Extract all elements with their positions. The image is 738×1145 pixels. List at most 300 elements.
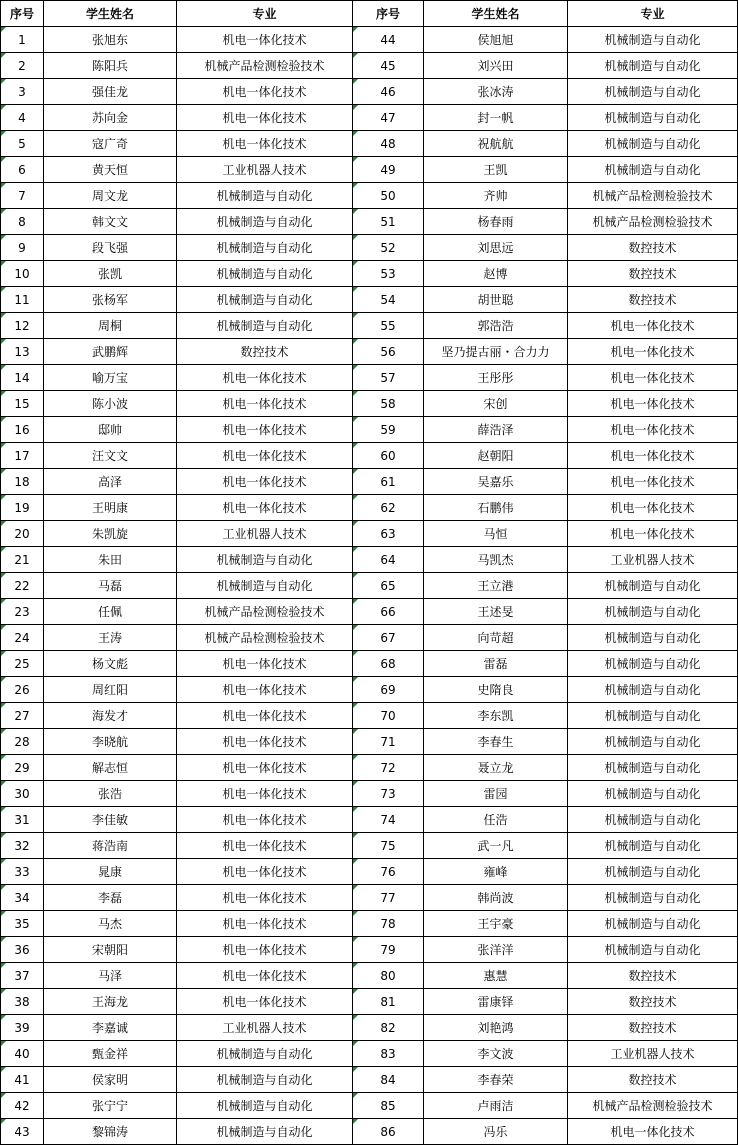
left-index-cell: 40 [1,1041,44,1067]
left-index-cell: 22 [1,573,44,599]
right-student-name-cell: 向苛超 [424,625,568,651]
right-major-cell: 机械制造与自动化 [568,573,738,599]
right-student-name-cell: 祝航航 [424,131,568,157]
left-student-name-cell: 王涛 [44,625,177,651]
left-index-cell: 34 [1,885,44,911]
table-row [1,287,738,313]
right-student-name-cell: 坚乃提古丽・合力力 [424,339,568,365]
right-student-name-cell: 李春荣 [424,1067,568,1093]
left-student-name-cell: 段飞强 [44,235,177,261]
header-name-left: 学生姓名 [44,1,177,27]
right-index-cell: 57 [353,365,424,391]
left-major-cell: 机电一体化技术 [177,963,353,989]
right-major-cell: 机电一体化技术 [568,391,738,417]
right-student-name-cell: 李文波 [424,1041,568,1067]
left-index-cell: 19 [1,495,44,521]
right-student-name-cell: 石鹏伟 [424,495,568,521]
right-index-cell: 63 [353,521,424,547]
left-student-name-cell: 陈阳兵 [44,53,177,79]
right-index-cell: 47 [353,105,424,131]
left-major-cell: 机电一体化技术 [177,469,353,495]
right-major-cell: 数控技术 [568,1067,738,1093]
right-index-cell: 61 [353,469,424,495]
left-student-name-cell: 晁康 [44,859,177,885]
table-row [1,313,738,339]
right-index-cell: 80 [353,963,424,989]
left-major-cell: 机电一体化技术 [177,677,353,703]
right-student-name-cell: 胡世聪 [424,287,568,313]
left-index-cell: 25 [1,651,44,677]
left-student-name-cell: 汪文文 [44,443,177,469]
table-row [1,937,738,963]
right-student-name-cell: 刘兴田 [424,53,568,79]
table-row [1,417,738,443]
table-row [1,703,738,729]
right-major-cell: 工业机器人技术 [568,547,738,573]
left-index-cell: 37 [1,963,44,989]
header-major-left: 专业 [177,1,353,27]
left-major-cell: 机电一体化技术 [177,833,353,859]
table-row [1,963,738,989]
right-index-cell: 60 [353,443,424,469]
right-major-cell: 机械制造与自动化 [568,651,738,677]
table-row [1,911,738,937]
left-index-cell: 33 [1,859,44,885]
table-row [1,651,738,677]
left-student-name-cell: 宋朝阳 [44,937,177,963]
right-index-cell: 53 [353,261,424,287]
left-student-name-cell: 陈小波 [44,391,177,417]
left-major-cell: 数控技术 [177,339,353,365]
table-row [1,573,738,599]
left-student-name-cell: 马磊 [44,573,177,599]
table-row [1,235,738,261]
left-index-cell: 23 [1,599,44,625]
right-student-name-cell: 武一凡 [424,833,568,859]
left-student-name-cell: 韩文文 [44,209,177,235]
right-index-cell: 51 [353,209,424,235]
left-index-cell: 43 [1,1119,44,1145]
left-student-name-cell: 寇广奇 [44,131,177,157]
table-row [1,339,738,365]
right-student-name-cell: 刘艳鸿 [424,1015,568,1041]
left-index-cell: 7 [1,183,44,209]
table-row [1,27,738,53]
left-major-cell: 机电一体化技术 [177,911,353,937]
table-row [1,885,738,911]
left-index-cell: 41 [1,1067,44,1093]
right-student-name-cell: 马恒 [424,521,568,547]
right-student-name-cell: 雷磊 [424,651,568,677]
left-index-cell: 20 [1,521,44,547]
left-major-cell: 机械制造与自动化 [177,183,353,209]
left-major-cell: 机电一体化技术 [177,79,353,105]
right-major-cell: 机电一体化技术 [568,1119,738,1145]
right-major-cell: 机电一体化技术 [568,339,738,365]
left-major-cell: 机电一体化技术 [177,27,353,53]
left-major-cell: 机械制造与自动化 [177,1041,353,1067]
table-row [1,105,738,131]
left-student-name-cell: 周桐 [44,313,177,339]
left-index-cell: 11 [1,287,44,313]
left-major-cell: 机电一体化技术 [177,105,353,131]
right-student-name-cell: 雷康铎 [424,989,568,1015]
left-student-name-cell: 王海龙 [44,989,177,1015]
left-student-name-cell: 黄天恒 [44,157,177,183]
left-major-cell: 工业机器人技术 [177,1015,353,1041]
right-major-cell: 数控技术 [568,963,738,989]
left-major-cell: 机械制造与自动化 [177,547,353,573]
right-index-cell: 84 [353,1067,424,1093]
left-major-cell: 机械制造与自动化 [177,261,353,287]
right-index-cell: 66 [353,599,424,625]
left-student-name-cell: 解志恒 [44,755,177,781]
right-student-name-cell: 史隋良 [424,677,568,703]
left-index-cell: 21 [1,547,44,573]
right-student-name-cell: 张洋洋 [424,937,568,963]
right-student-name-cell: 任浩 [424,807,568,833]
table-row [1,807,738,833]
left-major-cell: 机电一体化技术 [177,859,353,885]
right-student-name-cell: 齐帅 [424,183,568,209]
right-major-cell: 机电一体化技术 [568,365,738,391]
left-student-name-cell: 高泽 [44,469,177,495]
table-row [1,625,738,651]
left-major-cell: 机电一体化技术 [177,755,353,781]
table-row [1,781,738,807]
left-student-name-cell: 苏向金 [44,105,177,131]
left-major-cell: 机电一体化技术 [177,131,353,157]
right-index-cell: 81 [353,989,424,1015]
table-row [1,391,738,417]
right-index-cell: 54 [353,287,424,313]
right-index-cell: 56 [353,339,424,365]
right-student-name-cell: 韩尚波 [424,885,568,911]
left-student-name-cell: 李嘉诚 [44,1015,177,1041]
left-major-cell: 机械制造与自动化 [177,573,353,599]
right-student-name-cell: 雍峰 [424,859,568,885]
left-index-cell: 13 [1,339,44,365]
table-row [1,859,738,885]
right-major-cell: 机械制造与自动化 [568,157,738,183]
left-major-cell: 机械制造与自动化 [177,1093,353,1119]
table-row [1,1093,738,1119]
header-index-left: 序号 [1,1,44,27]
right-index-cell: 70 [353,703,424,729]
header-name-right: 学生姓名 [424,1,568,27]
table-row [1,53,738,79]
table-row [1,729,738,755]
left-major-cell: 机电一体化技术 [177,495,353,521]
left-index-cell: 38 [1,989,44,1015]
right-student-name-cell: 封一帆 [424,105,568,131]
left-student-name-cell: 武鹏辉 [44,339,177,365]
left-index-cell: 32 [1,833,44,859]
left-index-cell: 12 [1,313,44,339]
right-major-cell: 机械制造与自动化 [568,79,738,105]
left-index-cell: 4 [1,105,44,131]
right-major-cell: 机电一体化技术 [568,495,738,521]
table-body [1,27,738,1145]
table-row [1,79,738,105]
right-major-cell: 机械制造与自动化 [568,859,738,885]
left-index-cell: 10 [1,261,44,287]
right-student-name-cell: 王凯 [424,157,568,183]
right-index-cell: 62 [353,495,424,521]
left-student-name-cell: 甄金祥 [44,1041,177,1067]
left-student-name-cell: 周红阳 [44,677,177,703]
table-row [1,183,738,209]
right-major-cell: 机械制造与自动化 [568,625,738,651]
left-student-name-cell: 杨文彪 [44,651,177,677]
left-student-name-cell: 任佩 [44,599,177,625]
table-row [1,157,738,183]
right-student-name-cell: 杨春雨 [424,209,568,235]
right-index-cell: 67 [353,625,424,651]
right-index-cell: 71 [353,729,424,755]
left-major-cell: 机电一体化技术 [177,365,353,391]
left-major-cell: 机电一体化技术 [177,937,353,963]
right-major-cell: 机械制造与自动化 [568,885,738,911]
right-index-cell: 46 [353,79,424,105]
right-student-name-cell: 卢雨洁 [424,1093,568,1119]
table-row [1,755,738,781]
left-major-cell: 机电一体化技术 [177,781,353,807]
right-major-cell: 机械制造与自动化 [568,911,738,937]
right-student-name-cell: 吴嘉乐 [424,469,568,495]
left-student-name-cell: 蒋浩南 [44,833,177,859]
right-index-cell: 44 [353,27,424,53]
right-index-cell: 68 [353,651,424,677]
right-index-cell: 64 [353,547,424,573]
right-index-cell: 83 [353,1041,424,1067]
right-index-cell: 45 [353,53,424,79]
left-major-cell: 机械制造与自动化 [177,287,353,313]
left-index-cell: 31 [1,807,44,833]
left-index-cell: 15 [1,391,44,417]
left-major-cell: 工业机器人技术 [177,157,353,183]
left-major-cell: 机电一体化技术 [177,391,353,417]
right-index-cell: 69 [353,677,424,703]
table-row [1,495,738,521]
table-row [1,209,738,235]
left-major-cell: 机电一体化技术 [177,443,353,469]
right-major-cell: 机械制造与自动化 [568,703,738,729]
left-student-name-cell: 朱田 [44,547,177,573]
header-major-right: 专业 [568,1,738,27]
right-major-cell: 机电一体化技术 [568,313,738,339]
left-student-name-cell: 王明康 [44,495,177,521]
right-major-cell: 机械制造与自动化 [568,131,738,157]
left-student-name-cell: 强佳龙 [44,79,177,105]
right-major-cell: 机械制造与自动化 [568,833,738,859]
right-student-name-cell: 王宇豪 [424,911,568,937]
left-index-cell: 17 [1,443,44,469]
left-index-cell: 30 [1,781,44,807]
right-student-name-cell: 惠慧 [424,963,568,989]
right-index-cell: 78 [353,911,424,937]
left-index-cell: 8 [1,209,44,235]
table-row [1,547,738,573]
left-major-cell: 机电一体化技术 [177,989,353,1015]
right-index-cell: 48 [353,131,424,157]
left-index-cell: 26 [1,677,44,703]
right-major-cell: 机电一体化技术 [568,469,738,495]
left-index-cell: 28 [1,729,44,755]
right-major-cell: 机械产品检测检验技术 [568,1093,738,1119]
left-index-cell: 27 [1,703,44,729]
right-major-cell: 机械制造与自动化 [568,599,738,625]
left-index-cell: 35 [1,911,44,937]
table-header [1,1,738,27]
right-student-name-cell: 侯旭旭 [424,27,568,53]
header-row [1,1,738,27]
right-student-name-cell: 李春生 [424,729,568,755]
table-row [1,521,738,547]
right-major-cell: 数控技术 [568,989,738,1015]
right-student-name-cell: 张冰涛 [424,79,568,105]
left-major-cell: 机电一体化技术 [177,729,353,755]
left-index-cell: 3 [1,79,44,105]
right-major-cell: 数控技术 [568,1015,738,1041]
right-student-name-cell: 刘思远 [424,235,568,261]
left-student-name-cell: 张旭东 [44,27,177,53]
right-index-cell: 49 [353,157,424,183]
right-student-name-cell: 王立港 [424,573,568,599]
left-index-cell: 9 [1,235,44,261]
right-major-cell: 机械制造与自动化 [568,27,738,53]
right-student-name-cell: 李东凯 [424,703,568,729]
table-row [1,443,738,469]
right-student-name-cell: 郭浩浩 [424,313,568,339]
right-index-cell: 74 [353,807,424,833]
left-major-cell: 机械产品检测检验技术 [177,625,353,651]
table-row [1,1119,738,1145]
left-index-cell: 29 [1,755,44,781]
left-major-cell: 机电一体化技术 [177,807,353,833]
left-major-cell: 机电一体化技术 [177,885,353,911]
left-major-cell: 机械制造与自动化 [177,235,353,261]
right-index-cell: 72 [353,755,424,781]
table-row [1,261,738,287]
left-index-cell: 6 [1,157,44,183]
left-student-name-cell: 马杰 [44,911,177,937]
left-student-name-cell: 张浩 [44,781,177,807]
right-index-cell: 86 [353,1119,424,1145]
left-index-cell: 14 [1,365,44,391]
right-major-cell: 数控技术 [568,261,738,287]
left-index-cell: 16 [1,417,44,443]
left-major-cell: 机电一体化技术 [177,703,353,729]
right-major-cell: 机械产品检测检验技术 [568,183,738,209]
right-major-cell: 机械制造与自动化 [568,755,738,781]
left-major-cell: 工业机器人技术 [177,521,353,547]
right-index-cell: 55 [353,313,424,339]
right-major-cell: 机械制造与自动化 [568,729,738,755]
right-major-cell: 机电一体化技术 [568,443,738,469]
left-index-cell: 36 [1,937,44,963]
right-student-name-cell: 薛浩泽 [424,417,568,443]
table-row [1,1015,738,1041]
table-row [1,599,738,625]
left-student-name-cell: 朱凯旋 [44,521,177,547]
right-student-name-cell: 赵朝阳 [424,443,568,469]
left-student-name-cell: 侯家明 [44,1067,177,1093]
right-major-cell: 数控技术 [568,287,738,313]
right-index-cell: 58 [353,391,424,417]
header-index-right: 序号 [353,1,424,27]
right-major-cell: 机电一体化技术 [568,417,738,443]
right-index-cell: 76 [353,859,424,885]
left-major-cell: 机电一体化技术 [177,651,353,677]
right-major-cell: 机电一体化技术 [568,521,738,547]
left-index-cell: 18 [1,469,44,495]
left-student-name-cell: 李磊 [44,885,177,911]
left-student-name-cell: 李佳敏 [44,807,177,833]
left-index-cell: 5 [1,131,44,157]
right-index-cell: 59 [353,417,424,443]
right-student-name-cell: 雷园 [424,781,568,807]
right-index-cell: 50 [353,183,424,209]
right-major-cell: 机械制造与自动化 [568,53,738,79]
table-row [1,469,738,495]
left-student-name-cell: 周文龙 [44,183,177,209]
table-row [1,365,738,391]
left-index-cell: 42 [1,1093,44,1119]
left-major-cell: 机械产品检测检验技术 [177,53,353,79]
left-student-name-cell: 张宁宁 [44,1093,177,1119]
left-student-name-cell: 黎锦涛 [44,1119,177,1145]
left-student-name-cell: 马泽 [44,963,177,989]
left-student-name-cell: 邸帅 [44,417,177,443]
right-index-cell: 85 [353,1093,424,1119]
right-major-cell: 工业机器人技术 [568,1041,738,1067]
left-major-cell: 机械制造与自动化 [177,209,353,235]
right-index-cell: 75 [353,833,424,859]
left-index-cell: 39 [1,1015,44,1041]
table-row [1,677,738,703]
left-student-name-cell: 李晓航 [44,729,177,755]
table-row [1,1067,738,1093]
left-major-cell: 机械制造与自动化 [177,1067,353,1093]
right-major-cell: 机械制造与自动化 [568,105,738,131]
right-major-cell: 机械制造与自动化 [568,937,738,963]
right-student-name-cell: 马凯杰 [424,547,568,573]
right-student-name-cell: 冯乐 [424,1119,568,1145]
left-student-name-cell: 海发才 [44,703,177,729]
right-major-cell: 机械制造与自动化 [568,677,738,703]
right-student-name-cell: 聂立龙 [424,755,568,781]
table-row [1,131,738,157]
left-student-name-cell: 张杨军 [44,287,177,313]
left-major-cell: 机电一体化技术 [177,417,353,443]
left-index-cell: 24 [1,625,44,651]
right-index-cell: 65 [353,573,424,599]
table-row [1,833,738,859]
right-index-cell: 52 [353,235,424,261]
left-index-cell: 1 [1,27,44,53]
right-major-cell: 机械产品检测检验技术 [568,209,738,235]
right-student-name-cell: 宋创 [424,391,568,417]
left-major-cell: 机械制造与自动化 [177,1119,353,1145]
right-major-cell: 机械制造与自动化 [568,807,738,833]
right-major-cell: 数控技术 [568,235,738,261]
left-student-name-cell: 张凯 [44,261,177,287]
left-student-name-cell: 喻万宝 [44,365,177,391]
left-index-cell: 2 [1,53,44,79]
right-index-cell: 82 [353,1015,424,1041]
right-index-cell: 79 [353,937,424,963]
